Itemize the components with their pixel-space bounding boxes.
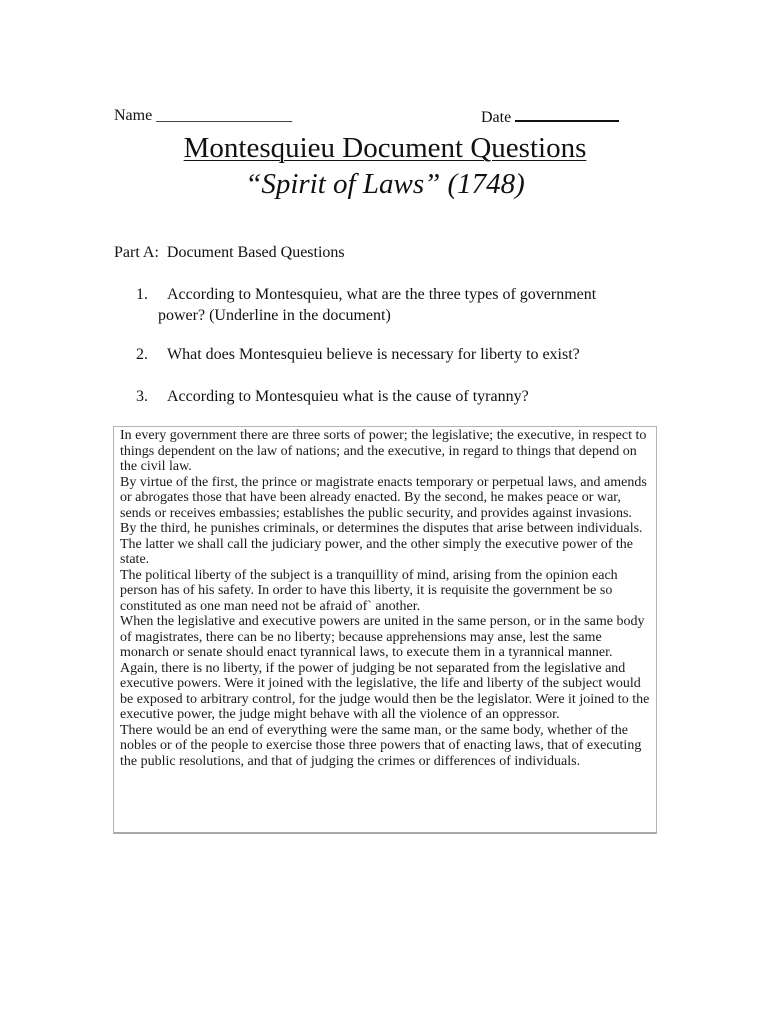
name-field[interactable]: Name _________________: [114, 107, 293, 124]
question-text: What does Montesquieu believe is necessary for liberty to exist?: [167, 346, 580, 363]
document-paragraph: By virtue of the first, the prince or magistrate enacts temporary or perpetual laws, and amends or abrogates those that have been already enacted. By the second, he makes peace or war, sends or receives embassies; establishes the public security, and provides against invasions. By the third, he punishes criminals, or determines the disputes that arise between individuals. The latter we shall call the judiciary power, and the other simply the executive power of the state.: [120, 474, 647, 567]
part-heading: Part A: Document Based Questions: [114, 244, 345, 261]
document-paragraph: The political liberty of the subject is a tranquillity of mind, arising from the opinion each person has of his safety. In order to have this liberty, it is requisite the government be so constituted as one man need not be afraid of` another.: [120, 567, 618, 614]
question-number: 1.: [136, 286, 148, 303]
date-label: Date: [481, 109, 512, 126]
question-text: According to Montesquieu what is the cause of tyranny?: [167, 388, 529, 405]
date-blank-line[interactable]: [515, 106, 619, 122]
question-number: 2.: [136, 346, 148, 363]
document-paragraph: When the legislative and executive powers are united in the same person, or in the same body of magistrates, there can be no liberty; because apprehensions may anse, lest the same monarch or senate should enact tyrannical laws, to execute them in a tyrannical manner.: [120, 614, 645, 660]
question-text-continued: power? (Underline in the document): [158, 307, 391, 324]
page-title: Montesquieu Document Questions: [183, 132, 587, 164]
question-1: [136, 284, 656, 326]
document-paragraph: In every government there are three sorts of power; the legislative; the executive, in respect to things dependent on the law of nations; and the executive, in regard to things that depend on the civil law.: [120, 428, 647, 474]
date-field[interactable]: [481, 106, 619, 128]
question-text: According to Montesquieu, what are the three types of government: [167, 286, 597, 303]
document-excerpt-box: [113, 426, 657, 834]
page-subtitle: “Spirit of Laws” (1748): [245, 168, 525, 200]
question-3: [136, 386, 656, 407]
document-paragraph: Again, there is no liberty, if the power of judging be not separated from the legislative and executive powers. Were it joined with the legislative, the life and liberty of the subject would be exposed to arbitrary control, for the judge would then be the legislator. Were it joined to the executive power, the judge might behave with all the violence of an oppressor.: [120, 660, 650, 722]
question-number: 3.: [136, 388, 148, 405]
document-paragraph: There would be an end of everything were the same man, or the same body, whether of the nobles or of the people to exercise those three powers that of enacting laws, that of executing the public resolutions, and that of judging the crimes or differences of individuals.: [120, 722, 642, 769]
question-2: [136, 344, 656, 365]
